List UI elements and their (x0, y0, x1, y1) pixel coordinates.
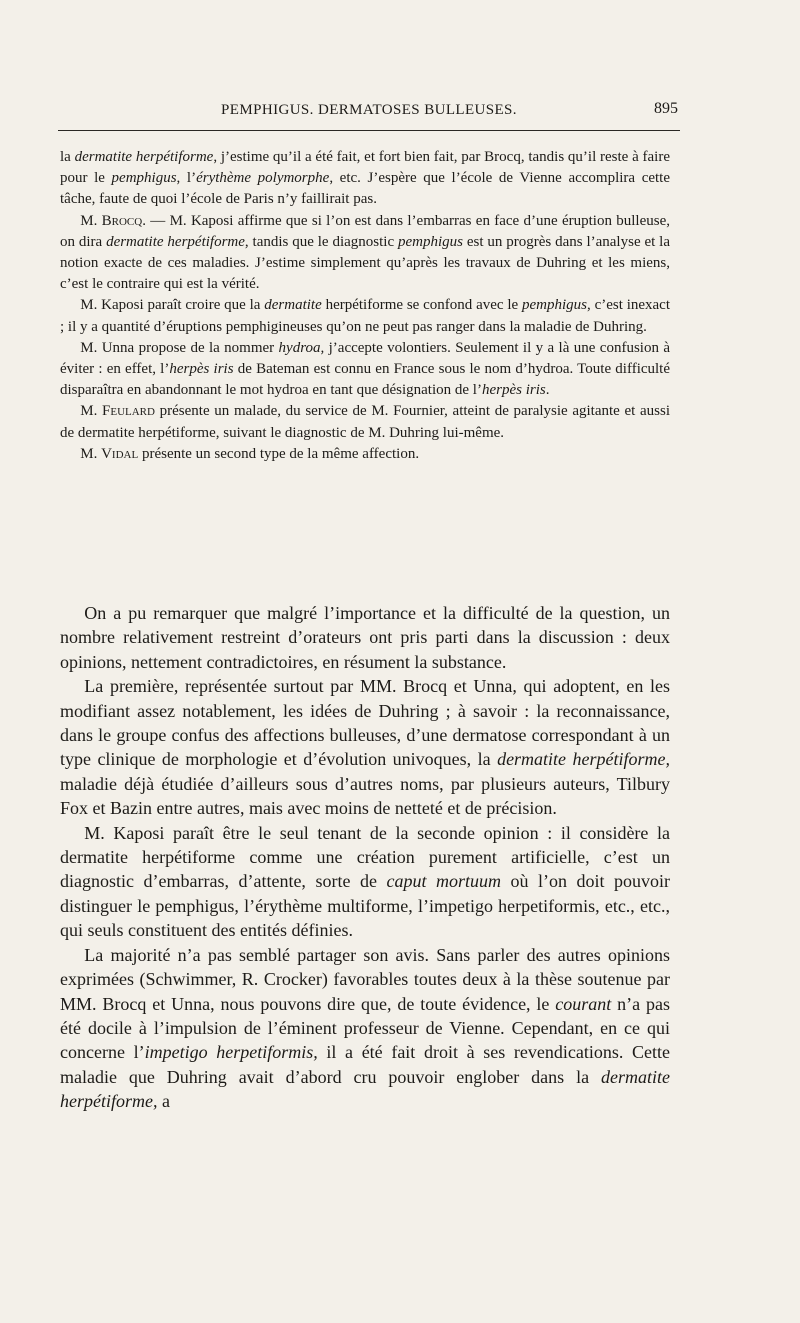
italic-text: impetigo herpetiformis, (144, 1042, 318, 1063)
text: il a été fait droit à ses revendications. Cette maladie que Duhring avait d’abord cru pouvoir englober dans la (60, 1042, 670, 1087)
text: j’accepte volontiers. Seulement il y a là une confusion à éviter : en effet, l’ (60, 339, 670, 378)
paragraph-small-1 (60, 147, 670, 211)
page-number: 895 (654, 100, 678, 117)
italic-text: pemphigus (111, 170, 177, 187)
italic-text: pemphigus (522, 297, 588, 314)
text: présente un malade, du service de M. Fournier, atteint de paralysie agitante et aussi de dermatite herpétiforme, suivant le diagnostic de M. Duhring lui-même. (60, 403, 670, 441)
speaker-name: Feulard (102, 403, 155, 420)
italic-text: caput mortuum (386, 871, 501, 892)
text: où l’on doit pouvoir distinguer le pemphigus, l’érythème multiforme, l’impetigo herpetiformis, etc., etc., qui seuls constituent des entités définies. (60, 871, 671, 941)
paragraph-small-6 (60, 444, 670, 465)
italic-text: herpès iris (481, 382, 546, 399)
paragraph-large-4 (60, 943, 670, 1114)
text: M. Unna propose de la nommer (80, 339, 279, 356)
text: , tandis que le diagnostic (244, 233, 398, 250)
paragraph-small-2 (60, 211, 670, 296)
paragraph-large-3 (60, 821, 670, 943)
italic-text: dermatite herpétiforme (74, 149, 214, 165)
italic-text: dermatite herpétiforme, (497, 749, 670, 770)
text: , j’estime qu’il a été fait, et fort bien fait, par Brocq, tandis qu’il reste à faire pour le (60, 149, 670, 187)
italic-text: dermatite herpétiforme, (60, 1066, 670, 1112)
text: La première, représentée surtout par MM. Brocq et Unna, qui adoptent, en les modifiant assez notablement, les idées de Duhring ; à savoir : la reconnaissance, dans le groupe confus des affections bulleuses, d’une dermatose correspondant à un type clinique de morphologie et d’évolution univoques, la (60, 676, 670, 770)
text: , l’ (176, 170, 197, 187)
speaker-name: Brocq (101, 212, 143, 229)
text: M. (80, 403, 103, 420)
text: . (545, 382, 550, 399)
text: , c’est inexact ; il y a quantité d’éruptions pemphigineuses qu’on ne peut pas ranger dans la maladie de Duhring. (60, 297, 670, 335)
commentary-body (60, 601, 670, 1114)
running-head-title: PEMPHIGUS. DERMATOSES BULLEUSES. (221, 102, 517, 118)
italic-text: dermatite (264, 297, 322, 314)
text: est un progrès dans l’analyse et la notion exacte de ces maladies. J’estime simplement qu’après les travaux de Duhring et les miens, c’est le contraire qui est la vérité. (60, 233, 670, 293)
text: la (60, 149, 75, 165)
paragraph-large-2 (60, 674, 670, 820)
italic-text: courant (555, 993, 612, 1014)
text: n’a pas été docile à l’impulsion de l’éminent professeur de Vienne. Cependant, en ce qui concerne l’ (60, 993, 671, 1063)
paragraph-small-5 (60, 401, 670, 443)
text: herpétiforme se confond avec le (321, 297, 523, 314)
italic-text: hydroa, (278, 339, 325, 356)
text: présente un second type de la même affection. (138, 445, 420, 462)
text: maladie déjà étudiée d’ailleurs sous d’autres noms, par plusieurs auteurs, Tilbury Fox et Bazin entre autres, mais avec moins de netteté et de précision. (60, 773, 670, 819)
italic-text: érythème polymorphe (196, 170, 330, 187)
italic-text: dermatite herpétiforme (106, 233, 245, 250)
running-head (60, 100, 678, 124)
text: . — M. Kaposi affirme que si l’on est dans l’embarras en face d’une éruption bulleuse, on dira (60, 212, 670, 250)
paragraph-small-4 (60, 338, 670, 402)
italic-text: herpès iris (169, 361, 234, 378)
text: , etc. J’espère que l’école de Vienne accomplira cette tâche, faute de quoi l’école de Paris n’y faillirait pas. (60, 170, 670, 208)
header-rule (58, 130, 680, 131)
text: de Bateman est connu en France sous le nom d’hydroa. Toute difficulté disparaîtra en abandonnant le mot hydroa en tant que désignation de l’ (60, 361, 671, 399)
text: M. Kaposi paraît être le seul tenant de la seconde opinion : il considère la dermatite herpétiforme comme une création purement artificielle, c’est un diagnostic d’embarras, d’attente, sorte de (60, 822, 670, 892)
text: M. Kaposi paraît croire que la (80, 297, 265, 314)
text: La majorité n’a pas semblé partager son avis. Sans parler des autres opinions exprimées (Schwimmer, R. Crocker) favorables toutes deux à la thèse soutenue par MM. Brocq et Unna, nous pouvons dire que, de toute évidence, le (60, 944, 670, 1014)
italic-text: pemphigus (397, 233, 463, 250)
paragraph-large-1: On a pu remarquer que malgré l’importance et la difficulté de la question, un nombre relativement restreint d’orateurs ont pris parti dans la discussion : deux opinions, nettement contradictoires, en résument la substance. (60, 603, 670, 672)
text: M. (80, 445, 102, 462)
discussion-small-print (60, 147, 670, 465)
speaker-name: Vidal (101, 445, 139, 462)
text: a (157, 1091, 170, 1112)
text: M. (80, 212, 102, 229)
paragraph-small-3 (60, 295, 670, 337)
